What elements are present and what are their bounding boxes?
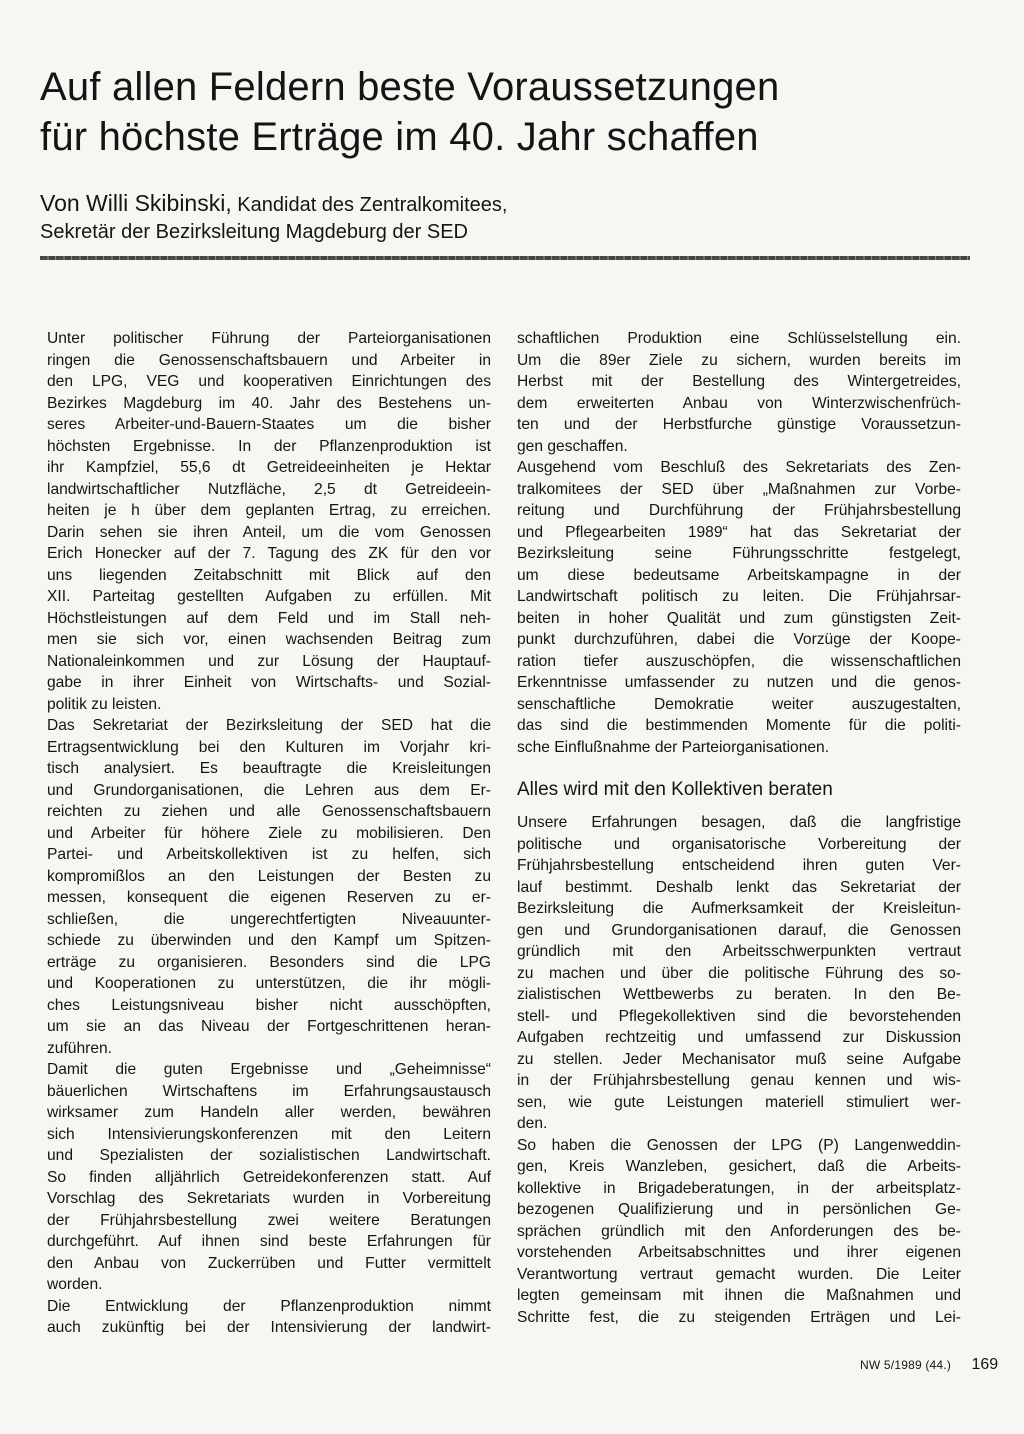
author-role-1: Kandidat des Zentralkomitees, [237, 194, 508, 216]
byline-line-1 [40, 190, 940, 219]
text-line: Die Entwicklung der Pflanzenproduktion nimmt [47, 1297, 491, 1315]
text-line: gabe in ihrer Einheit von Wirtschafts- und Sozial- [47, 674, 491, 691]
text-line: Vorschlag des Sekretariats wurden in Vorbereitung [47, 1190, 491, 1207]
text-line: sche Einflußnahme der Parteiorganisationen. [517, 738, 830, 756]
text-line: sprächen gründlich mit den Anforderungen des be- [517, 1222, 961, 1240]
text-line: Bezirksleitung seine Führungsschritte festgelegt, [517, 545, 961, 562]
title-line-1: Auf allen Feldern beste Voraussetzungen [40, 65, 780, 109]
text-line: zu machen und über die politische Führung des so- [517, 964, 961, 982]
text-line: worden. [47, 1276, 103, 1293]
text-line: um diese bedeutsame Arbeitskampagne in der [517, 566, 961, 584]
text-line: und Spezialisten der sozialistischen Landwirtschaft. [47, 1147, 491, 1164]
text-line: legten gemeinsam mit ihnen die Maßnahmen und [517, 1287, 961, 1304]
right-column [517, 328, 961, 1328]
text-line: kompromißlos an den Leistungen der Besten zu [47, 867, 491, 885]
text-line: heiten je h über dem geplanten Ertrag, zu erreichen. [47, 502, 491, 519]
text-line: XII. Parteitag gestellten Aufgaben zu erfüllen. Mit [47, 588, 491, 605]
text-line: gen, Kreis Wanzleben, gesichert, daß die Arbeits- [517, 1158, 961, 1175]
text-line: schiede zu überwinden und den Kampf um Spitzen- [47, 932, 491, 949]
text-line: und Kooperationen zu unterstützen, die ihr mögli- [47, 975, 491, 992]
text-line: Schritte fest, die zu steigenden Erträgen und Lei- [517, 1308, 961, 1326]
text-line: ringen die Genossenschaftsbauern und Arbeiter in [47, 351, 491, 369]
text-line: dem erweiterten Anbau von Winterzwischenfrüch- [517, 394, 961, 412]
text-line: ches Leistungsniveau bisher nicht ausschöpften, [47, 996, 491, 1014]
text-line: tisch analysiert. Es beauftragte die Kreisleitungen [47, 760, 491, 777]
text-line: beiten in hoher Qualität und zum günstigsten Zeit- [517, 609, 961, 627]
text-line: und Arbeiter für höhere Ziele zu mobilisieren. Den [47, 824, 491, 842]
issue-label: NW 5/1989 (44.) [860, 1358, 952, 1372]
text-line: gen geschaffen. [517, 437, 628, 455]
text-line: punkt durchzuführen, dabei die Vorzüge der Koope- [517, 631, 961, 648]
section-subheading: Alles wird mit den Kollektiven beraten [517, 779, 833, 800]
text-line: zialistischen Wettbewerbs zu beraten. In den Be- [517, 986, 961, 1003]
title-rule [40, 256, 970, 260]
text-line: reichten zu ziehen und alle Genossenschaftsbauern [47, 803, 491, 820]
text-line: Ertragsentwicklung bei den Kulturen im Vorjahr kri- [47, 738, 491, 756]
text-line: bezogenen Qualifizierung und in persönlichen Ge- [517, 1201, 961, 1218]
text-line: Unter politischer Führung der Parteiorganisationen [47, 330, 491, 347]
author-name: Von Willi Skibinski, [40, 190, 232, 216]
text-line: seres Arbeiter-und-Bauern-Staates um die bisher [47, 416, 491, 433]
text-line: Ausgehend vom Beschluß des Sekretariats des Zen- [517, 459, 961, 476]
text-line: in der Frühjahrsbestellung genau kennen und wis- [517, 1072, 961, 1089]
text-line: Nationaleinkommen und zur Lösung der Hauptauf- [47, 652, 491, 670]
text-line: Landwirtschaft politisch zu leiten. Die Frühjahrsar- [517, 588, 961, 605]
text-line: durchgeführt. Auf ihnen sind beste Erfahrungen für [47, 1233, 491, 1250]
text-line: tralkomitees der SED über „Maßnahmen zur Vorbe- [517, 480, 961, 498]
page-number: 169 [971, 1356, 999, 1373]
text-line: ihr Kampfziel, 55,6 dt Getreideeinheiten je Hektar [47, 459, 491, 476]
text-line: schließen, die ungerechtfertigten Niveauunter- [47, 910, 491, 928]
text-line: Frühjahrsbestellung entscheidend ihren guten Ver- [517, 857, 961, 874]
text-line: erträge zu organisieren. Besonders sind die LPG [47, 953, 491, 971]
title-line-2: für höchste Erträge im 40. Jahr schaffen [40, 115, 759, 159]
text-line: Herbst mit der Bestellung des Wintergetreides, [517, 373, 961, 390]
text-line: und Grundorganisationen, die Lehren aus dem Er- [47, 781, 491, 799]
author-role-2: Sekretär der Bezirksleitung Magdeburg der SED [40, 221, 468, 243]
text-line: sen, wie gute Leistungen materiell stimuliert wer- [517, 1093, 961, 1111]
text-line: So haben die Genossen der LPG (P) Langenweddin- [517, 1136, 961, 1154]
text-line: höchsten Ergebnisse. In der Pflanzenproduktion ist [47, 437, 491, 455]
text-line: politik zu leisten. [47, 695, 162, 713]
text-line: bäuerlichen Wirtschaftens im Erfahrungsaustausch [47, 1082, 491, 1100]
left-column [47, 328, 491, 1339]
right-column-part-1 [517, 328, 961, 758]
text-line: wirksamer zum Handeln aller werden, bewähren [47, 1104, 491, 1121]
text-line: den Anbau von Zuckerrüben und Futter vermittelt [47, 1254, 491, 1272]
text-line: Verantwortung vertraut gemacht wurden. Die Leiter [517, 1265, 961, 1283]
text-line: zuführen. [47, 1039, 113, 1057]
text-line: ration tiefer auszuschöpfen, die wissenschaftlichen [517, 652, 961, 670]
text-line: landwirtschaftlicher Nutzfläche, 2,5 dt Getreideein- [47, 480, 491, 498]
text-line: Partei- und Arbeitskollektiven ist zu helfen, sich [47, 846, 491, 863]
text-line: Aufgaben rechtzeitig und umfassend zur Diskussion [517, 1029, 961, 1046]
text-line: der Frühjahrsbestellung zwei weitere Beratungen [47, 1211, 491, 1229]
text-line: Um die 89er Ziele zu sichern, wurden bereits im [517, 351, 961, 369]
text-line: gen und Grundorganisationen darauf, die Genossen [517, 921, 961, 939]
text-line: reitung und Durchführung der Frühjahrsbestellung [517, 502, 961, 519]
text-line: Höchstleistungen auf dem Feld und im Stall neh- [47, 609, 491, 627]
text-line: stell- und Pflegekollektiven sind die bevorstehenden [517, 1007, 961, 1025]
text-line: das sind die bestimmenden Momente für die politi- [517, 717, 961, 734]
text-line: men sie sich vor, einen wachsenden Beitrag zum [47, 631, 491, 648]
text-line: zu stellen. Jeder Mechanisator muß seine Aufgabe [517, 1050, 961, 1068]
text-line: gründlich mit den Arbeitsschwerpunkten vertraut [517, 943, 961, 960]
text-line: ten und der Herbstfurche günstige Voraussetzun- [517, 416, 961, 433]
page-footer [860, 1356, 999, 1374]
article-title [40, 62, 940, 162]
text-line: Unsere Erfahrungen besagen, daß die langfristige [517, 814, 961, 831]
text-line: Damit die guten Ergebnisse und „Geheimnisse“ [47, 1061, 491, 1078]
text-line: lauf bestimmt. Deshalb lenkt das Sekretariat der [517, 878, 961, 896]
text-line: den. [517, 1115, 548, 1132]
text-line: kollektive in Brigadeberatungen, in der arbeitsplatz- [517, 1179, 961, 1197]
text-line: Bezirkes Magdeburg im 40. Jahr des Bestehens un- [47, 394, 491, 412]
text-line: politische und organisatorische Vorbereitung der [517, 835, 961, 853]
text-line: um sie an das Niveau der Fortgeschrittenen heran- [47, 1018, 491, 1035]
text-line: senschaftliche Demokratie weiter auszugestalten, [517, 695, 961, 713]
text-line: uns liegenden Zeitabschnitt mit Blick auf den [47, 566, 491, 584]
text-line: Erkenntnisse umfassender zu nutzen und die genos- [517, 674, 961, 691]
byline [40, 190, 940, 246]
text-line: und Pflegearbeiten 1989“ hat das Sekretariat der [517, 523, 961, 541]
text-line: vorstehenden Arbeitsabschnittes und ihrer eigenen [517, 1244, 961, 1261]
text-line: Erich Honecker auf der 7. Tagung des ZK für den vor [47, 545, 491, 562]
text-line: Darin sehen sie ihren Anteil, um die vom Genossen [47, 523, 491, 541]
text-line: Das Sekretariat der Bezirksleitung der SED hat die [47, 717, 491, 734]
right-column-part-2 [517, 812, 961, 1328]
text-line: So finden alljährlich Getreidekonferenzen statt. Auf [47, 1168, 491, 1186]
text-line: messen, konsequent die eigenen Reserven zu er- [47, 889, 491, 906]
text-line: schaftlichen Produktion eine Schlüsselstellung ein. [517, 330, 961, 347]
text-line: Bezirksleitung die Aufmerksamkeit der Kreisleitun- [517, 900, 961, 917]
text-line: auch zukünftig bei der Intensivierung der landwirt- [47, 1319, 491, 1336]
text-line: sich Intensivierungskonferenzen mit den Leitern [47, 1125, 491, 1143]
text-line: den LPG, VEG und kooperativen Einrichtungen des [47, 373, 491, 390]
